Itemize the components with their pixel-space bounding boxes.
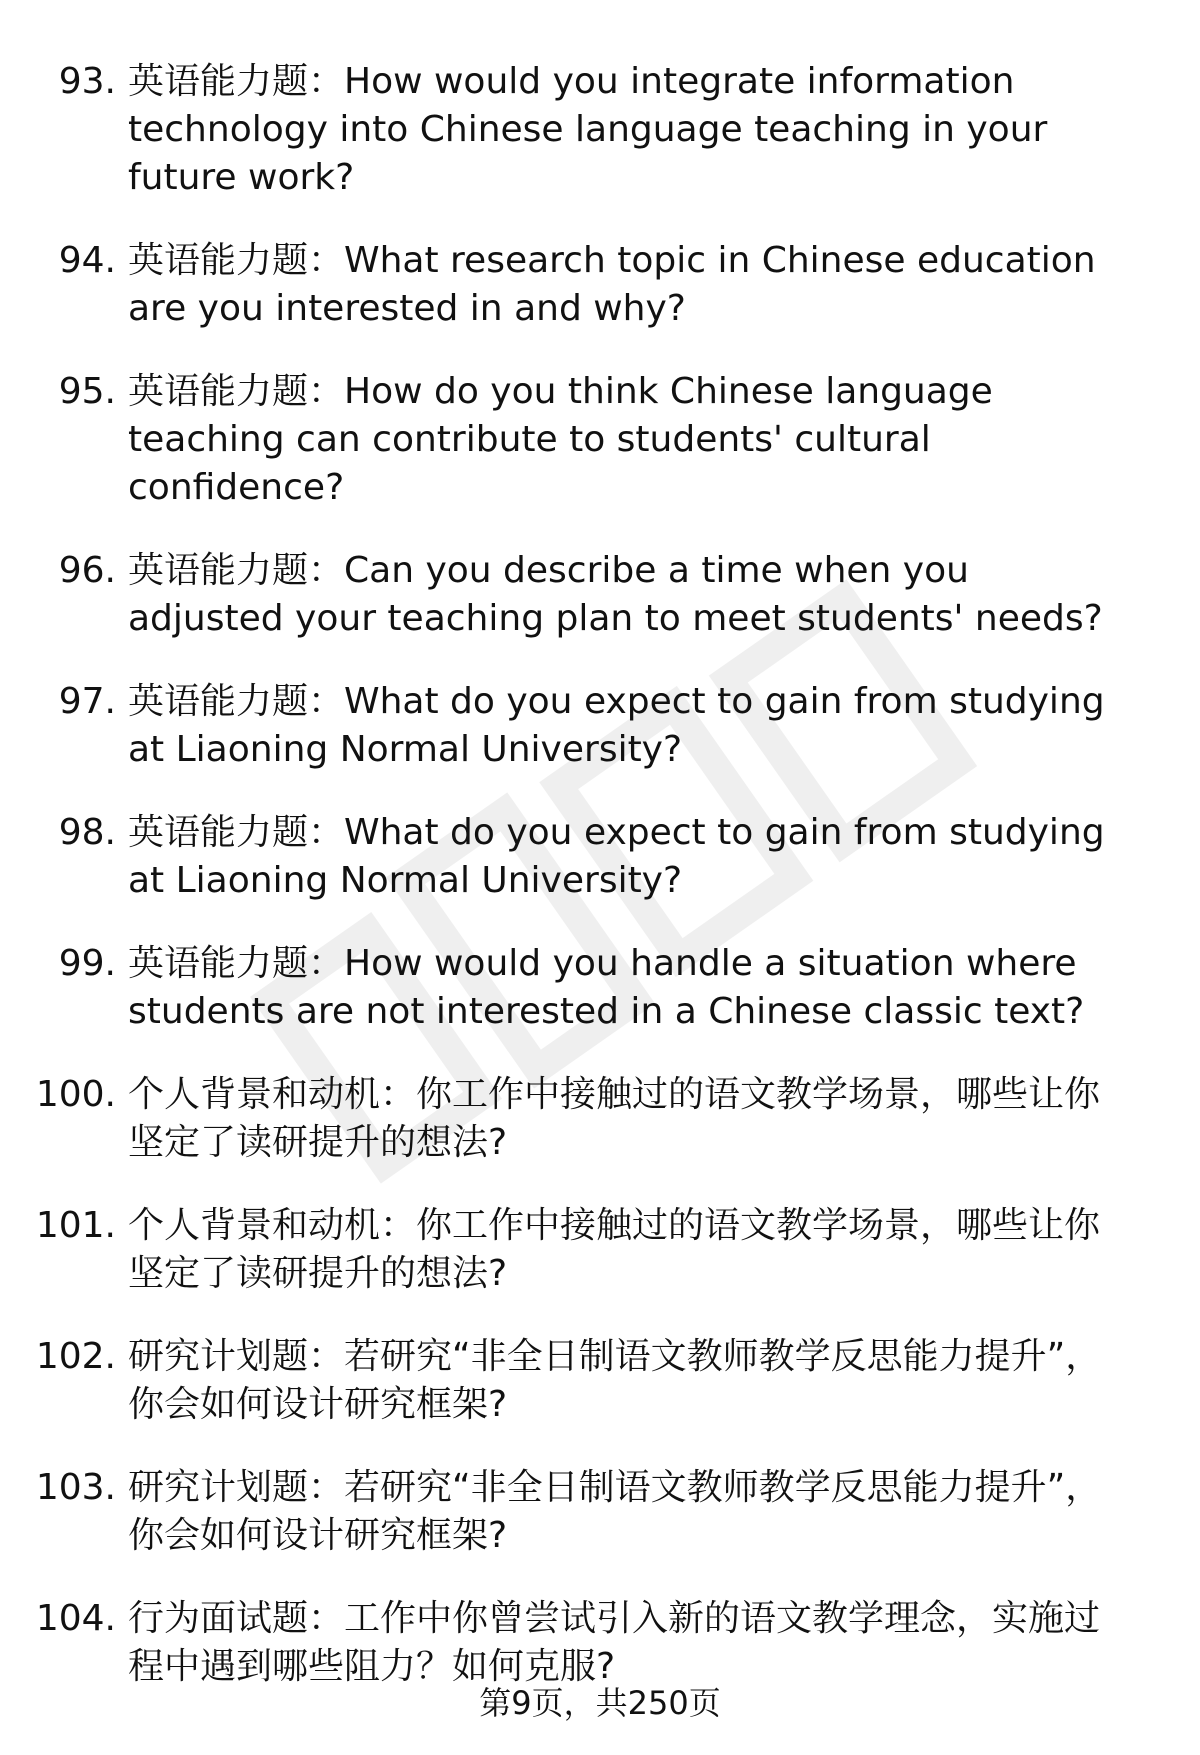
question-number: 103. — [35, 1467, 116, 1508]
question-item — [0, 1202, 1200, 1298]
question-item — [0, 58, 1200, 202]
question-item — [0, 809, 1200, 905]
question-number: 102. — [35, 1336, 116, 1377]
question-text: 研究计划题：若研究“非全日制语文教师教学反思能力提升”，你会如何设计研究框架? — [128, 1336, 1102, 1425]
question-number: 97. — [58, 681, 116, 722]
page-number-label: 第9页，共250页 — [479, 1684, 721, 1722]
question-text: 英语能力题：How would you integrate information technology into Chinese language teaching in your future work? — [128, 61, 1048, 198]
question-number: 94. — [58, 240, 116, 281]
question-number: 104. — [35, 1598, 116, 1639]
question-number: 101. — [35, 1205, 116, 1246]
question-number: 98. — [58, 812, 116, 853]
question-text: 行为面试题：工作中你曾尝试引入新的语文教学理念，实施过程中遇到哪些阻力？如何克服? — [128, 1598, 1101, 1687]
question-item — [0, 678, 1200, 774]
question-item — [0, 940, 1200, 1036]
question-item — [0, 237, 1200, 333]
question-text: 英语能力题：How would you handle a situation where students are not interested in a Chinese classic text? — [128, 943, 1085, 1032]
question-text: 研究计划题：若研究“非全日制语文教师教学反思能力提升”，你会如何设计研究框架? — [128, 1467, 1102, 1556]
question-number: 93. — [58, 61, 116, 102]
question-list — [0, 58, 1200, 1726]
question-item — [0, 368, 1200, 512]
question-item — [0, 547, 1200, 643]
question-number: 95. — [58, 371, 116, 412]
question-number: 100. — [35, 1074, 116, 1115]
question-item — [0, 1464, 1200, 1560]
question-text: 个人背景和动机：你工作中接触过的语文教学场景，哪些让你坚定了读研提升的想法? — [128, 1205, 1101, 1294]
question-number: 99. — [58, 943, 116, 984]
question-text: 英语能力题：Can you describe a time when you adjusted your teaching plan to meet students' needs? — [128, 550, 1103, 639]
question-item — [0, 1071, 1200, 1167]
question-item — [0, 1595, 1200, 1691]
question-text: 英语能力题：What do you expect to gain from studying at Liaoning Normal University? — [128, 681, 1105, 770]
question-text: 英语能力题：How do you think Chinese language teaching can contribute to students' cultural confidence? — [128, 371, 993, 508]
question-item — [0, 1333, 1200, 1429]
page-footer — [0, 1683, 1200, 1723]
question-text: 英语能力题：What do you expect to gain from studying at Liaoning Normal University? — [128, 812, 1105, 901]
question-text: 个人背景和动机：你工作中接触过的语文教学场景，哪些让你坚定了读研提升的想法? — [128, 1074, 1101, 1163]
question-number: 96. — [58, 550, 116, 591]
question-text: 英语能力题：What research topic in Chinese education are you interested in and why? — [128, 240, 1096, 329]
